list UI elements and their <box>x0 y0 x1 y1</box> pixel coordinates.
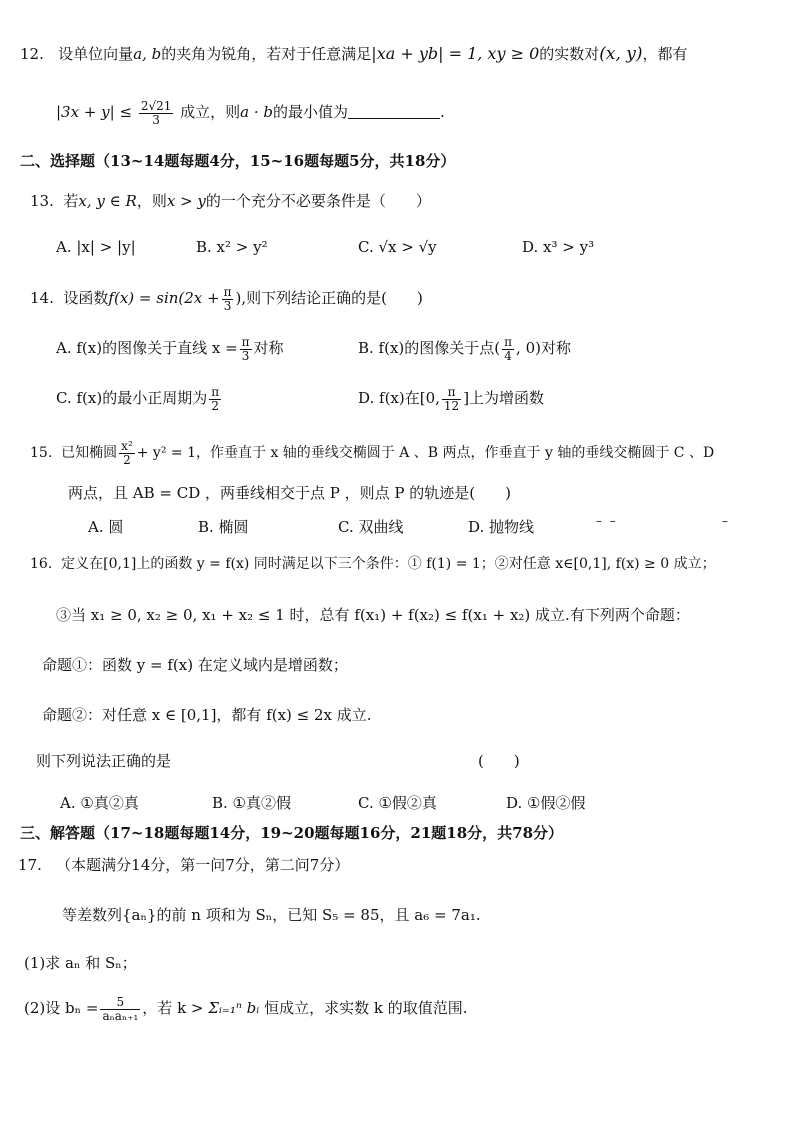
section-3-heading: 三、解答题（17~18题每题14分，19~20题每题16分，21题18分，共78分） <box>20 824 564 842</box>
q17-header: 17. （本题满分14分，第一问7分，第二问7分） <box>18 856 350 874</box>
scan-mark: – <box>722 514 728 528</box>
q14-stem: 14. 设函数f(x) = sin(2x + $\frac{\pi}{3}$ ),则下列结论正确的是( ) <box>30 285 423 313</box>
q17-part-1: (1)求 aₙ 和 Sₙ； <box>24 954 137 972</box>
q16-option-a: A. ①真②真 <box>60 794 139 812</box>
scan-mark: – – <box>596 514 616 528</box>
q13-option-a: A. |x| > |y| <box>56 238 136 256</box>
q15-option-a: A. 圆 <box>88 518 124 536</box>
q17-given: 等差数列{aₙ}的前 n 项和为 Sₙ，已知 S₅ = 85，且 a₆ = 7a₁. <box>62 906 481 924</box>
q12-number: 12. <box>20 45 44 63</box>
q16-option-d: D. ①假②假 <box>506 794 586 812</box>
q14-option-c: C. f(x)的最小正周期为 $\frac{\pi}{2}$ <box>56 385 220 413</box>
q14-option-d: D. f(x)在[0, $\frac{\pi}{12}$ ]上为增函数 <box>358 385 545 413</box>
q16-line2: ③当 x₁ ≥ 0, x₂ ≥ 0, x₁ + x₂ ≤ 1 时，总有 f(x₁) + f(x₂) ≤ f(x₁ + x₂) 成立.有下列两个命题： <box>56 606 690 624</box>
q15-option-b: B. 椭圆 <box>198 518 249 536</box>
q15-stem-line2: 两点，且 AB = CD ，两垂线相交于点 P ，则点 P 的轨迹是( ) <box>68 484 511 502</box>
q15-option-c: C. 双曲线 <box>338 518 404 536</box>
section-2-heading: 二、选择题（13~14题每题4分，15~16题每题5分，共18分） <box>20 152 456 170</box>
q16-paren: ( ) <box>478 752 520 770</box>
q16-line1: 16. 定义在[0,1]上的函数 y = f(x) 同时满足以下三个条件：① f(1) = 1；②对任意 x∈[0,1], f(x) ≥ 0 成立； <box>30 556 716 572</box>
q14-option-a: A. f(x)的图像关于直线 x = $\frac{\pi}{3}$ 对称 <box>56 335 284 363</box>
q16-proposition-2: 命题②：对任意 x ∈ [0,1]，都有 f(x) ≤ 2x 成立. <box>42 706 372 724</box>
q13-option-c: C. √x > √y <box>358 238 437 256</box>
q12-line1: 12. 设单位向量a, b的夹角为锐角，若对于任意满足|xa + yb| = 1, xy ≥ 0的实数对(x, y)，都有 <box>20 44 688 64</box>
q17-part-2: (2)设 bₙ = $\frac{5}{\text{aₙaₙ₊₁}}$ ，若 k > Σᵢ₌₁ⁿ bᵢ 恒成立，求实数 k 的取值范围. <box>24 995 468 1023</box>
q14-option-b: B. f(x)的图像关于点( $\frac{\pi}{4}$ , 0)对称 <box>358 335 571 363</box>
q16-ask: 则下列说法正确的是 <box>36 752 172 770</box>
q13-option-b: B. x² > y² <box>196 238 268 256</box>
q16-option-b: B. ①真②假 <box>212 794 292 812</box>
q16-proposition-1: 命题①：函数 y = f(x) 在定义域内是增函数； <box>42 656 348 674</box>
q12-fraction: $\frac{2√21}{3}$ <box>140 99 172 127</box>
answer-blank <box>348 104 440 119</box>
q15-option-d: D. 抛物线 <box>468 518 535 536</box>
q15-stem-line1: 15. 已知椭圆 $\frac{\text{x²}}{2}$ + y² = 1，作垂直于 x 轴的垂线交椭圆于 A 、B 两点，作垂直于 y 轴的垂线交椭圆于 C 、D <box>30 439 715 467</box>
q16-option-c: C. ①假②真 <box>358 794 437 812</box>
q12-line2: |3x + y| ≤ $\frac{2√21}{3}$ 成立，则a · b的最小值为 . <box>56 99 445 127</box>
q13-option-d: D. x³ > y³ <box>522 238 595 256</box>
q13-stem: 13. 若x, y ∈ R，则x > y的一个充分不必要条件是（ ） <box>30 192 431 210</box>
